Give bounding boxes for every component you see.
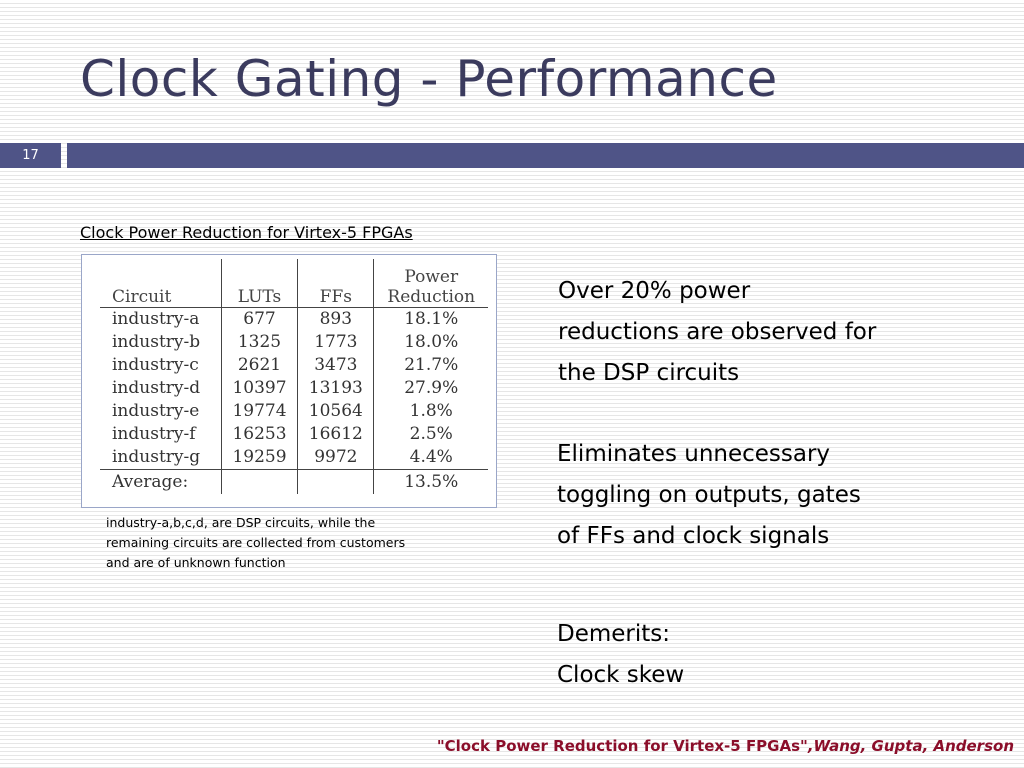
cell-ffs: 13193 (298, 377, 374, 400)
citation-title: "Clock Power Reduction for Virtex-5 FPGAs" (436, 737, 808, 755)
table-row (100, 354, 488, 377)
point-1-line-1: Over 20% power (558, 278, 751, 304)
table-row (100, 446, 488, 470)
cell-circuit: industry-b (100, 331, 221, 354)
cell-circuit: industry-g (100, 446, 221, 470)
cell-ffs: 3473 (298, 354, 374, 377)
average-luts-empty (221, 470, 297, 495)
footnote-line-1: industry-a,b,c,d, are DSP circuits, while the (106, 515, 376, 530)
cell-circuit: industry-e (100, 400, 221, 423)
cell-luts: 19774 (221, 400, 297, 423)
citation (437, 737, 1014, 755)
cell-ffs: 893 (298, 308, 374, 332)
cell-circuit: industry-d (100, 377, 221, 400)
cell-reduction: 18.1% (404, 309, 459, 329)
point-1-line-3: the DSP circuits (558, 360, 740, 386)
footnote-line-2: remaining circuits are collected from customers (106, 535, 406, 550)
point-2-line-3: of FFs and clock signals (557, 523, 830, 549)
table-row (100, 331, 488, 354)
slide-title: Clock Gating - Performance (80, 50, 778, 108)
footnote-line-3: and are of unknown function (106, 555, 286, 570)
cell-luts: 16253 (221, 423, 297, 446)
cell-circuit: industry-c (100, 354, 221, 377)
average-value: 13.5% (374, 470, 488, 495)
cell-reduction: 2.5% (409, 424, 453, 444)
cell-ffs: 9972 (298, 446, 374, 470)
header-luts: LUTs (221, 259, 297, 308)
point-3-line-1: Demerits: (557, 621, 671, 647)
cell-luts: 2621 (221, 354, 297, 377)
point-1-line-2: reductions are observed for (558, 319, 877, 345)
cell-circuit: industry-f (100, 423, 221, 446)
table-row (100, 308, 488, 332)
header-ffs: FFs (298, 259, 374, 308)
header-power-line2: Reduction (387, 287, 476, 307)
cell-ffs: 1773 (298, 331, 374, 354)
cell-ffs: 16612 (298, 423, 374, 446)
cell-luts: 1325 (221, 331, 297, 354)
cell-reduction: 27.9% (404, 378, 459, 398)
point-3-line-2: Clock skew (557, 662, 685, 688)
point-eliminates-toggling (557, 434, 957, 557)
cell-reduction: 21.7% (404, 355, 459, 375)
point-demerits (557, 614, 957, 696)
point-2-line-2: toggling on outputs, gates (557, 482, 861, 508)
slide-number: 17 (0, 143, 61, 168)
cell-circuit: industry-a (100, 308, 221, 332)
table-row (100, 400, 488, 423)
table-average-row (100, 470, 488, 495)
average-label: Average: (100, 470, 221, 495)
average-ffs-empty (298, 470, 374, 495)
point-power-reduction (558, 271, 958, 394)
header-power-line1: Power (404, 267, 459, 287)
cell-luts: 10397 (221, 377, 297, 400)
title-rule-bar (67, 143, 1024, 168)
cell-reduction: 4.4% (409, 447, 453, 467)
table-row (100, 423, 488, 446)
table-footnote (106, 513, 436, 573)
cell-ffs: 10564 (298, 400, 374, 423)
table-header-row (100, 259, 488, 308)
header-power-reduction (374, 259, 488, 308)
results-table-frame (81, 254, 497, 508)
table-caption: Clock Power Reduction for Virtex-5 FPGAs (80, 223, 413, 242)
table-row (100, 377, 488, 400)
cell-reduction: 1.8% (409, 401, 453, 421)
cell-luts: 677 (221, 308, 297, 332)
cell-reduction: 18.0% (404, 332, 459, 352)
point-2-line-1: Eliminates unnecessary (557, 441, 831, 467)
header-circuit: Circuit (100, 259, 221, 308)
citation-authors: ,Wang, Gupta, Anderson (807, 737, 1014, 755)
results-table (100, 259, 488, 494)
cell-luts: 19259 (221, 446, 297, 470)
